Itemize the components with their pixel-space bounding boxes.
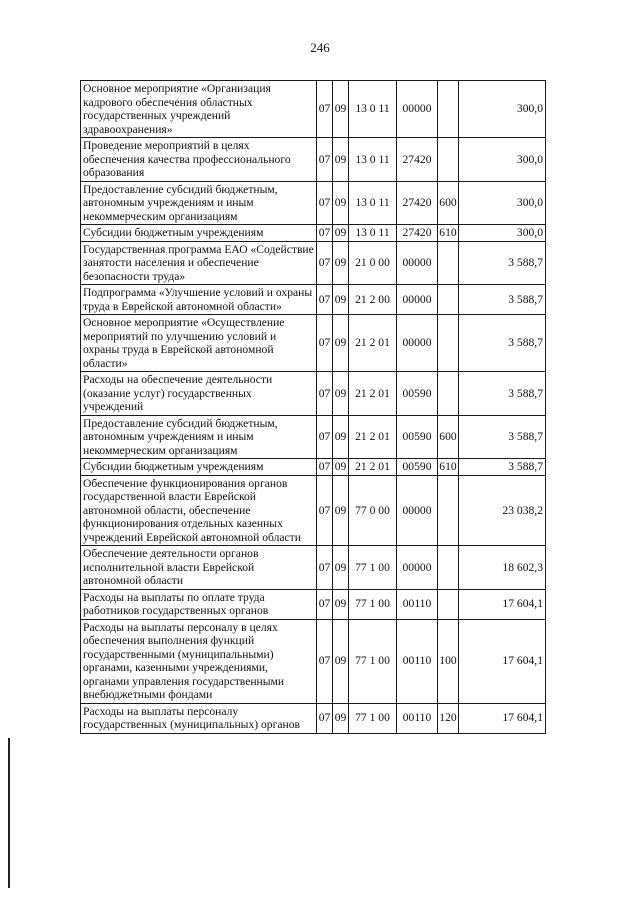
table-row bbox=[81, 181, 546, 225]
expenditure-name: Расходы на выплаты по оплате труда работников государственных органов bbox=[81, 589, 317, 619]
target-article-code: 13 0 11 bbox=[349, 81, 397, 138]
target-article-code: 77 1 00 bbox=[349, 703, 397, 733]
expenditure-name: Проведение мероприятий в целях обеспечения качества профессионального образования bbox=[81, 138, 317, 182]
expense-type-code bbox=[438, 546, 459, 590]
subsection-code: 09 bbox=[333, 589, 349, 619]
expense-type-code bbox=[438, 81, 459, 138]
target-article-code: 21 2 01 bbox=[349, 415, 397, 459]
target-article-code: 13 0 11 bbox=[349, 225, 397, 242]
budget-table bbox=[80, 80, 546, 734]
section-code: 07 bbox=[317, 475, 333, 546]
expenditure-name: Государственная программа ЕАО «Содействие занятости населения и обеспечение безопасности труда» bbox=[81, 241, 317, 285]
expense-type-code: 610 bbox=[439, 460, 457, 473]
amount-value: 23 038,2 bbox=[459, 475, 546, 546]
target-article-subcode: 00110 bbox=[397, 619, 438, 703]
table-row bbox=[81, 315, 546, 372]
target-article-subcode: 00590 bbox=[397, 459, 438, 476]
section-code: 07 bbox=[317, 619, 333, 703]
subsection-code: 09 bbox=[333, 315, 349, 372]
expenditure-name: Расходы на обеспечение деятельности (оказание услуг) государственных учреждений bbox=[81, 372, 317, 416]
table-row bbox=[81, 372, 546, 416]
expense-type-code bbox=[438, 315, 459, 372]
expense-type-code: 600 bbox=[438, 181, 459, 225]
amount-value: 17 604,1 bbox=[459, 703, 546, 733]
section-code: 07 bbox=[317, 703, 333, 733]
expenditure-name: Подпрограмма «Улучшение условий и охраны труда в Еврейской автономной области» bbox=[81, 285, 317, 315]
expense-type-code bbox=[438, 372, 459, 416]
table-row bbox=[81, 589, 546, 619]
target-article-code: 13 0 11 bbox=[349, 181, 397, 225]
table-row bbox=[81, 619, 546, 703]
target-article-code: 77 1 00 bbox=[349, 546, 397, 590]
amount-value: 17 604,1 bbox=[459, 619, 546, 703]
expenditure-name: Расходы на выплаты персоналу в целях обеспечения выполнения функций государственными (муниципальными) органами, казенными учреждениями, органами управления государственными внебюджетными фондами bbox=[81, 619, 317, 703]
table-row bbox=[81, 546, 546, 590]
expenditure-name: Субсидии бюджетным учреждениям bbox=[81, 225, 317, 242]
amount-value: 300,0 bbox=[459, 81, 546, 138]
subsection-code: 09 bbox=[333, 475, 349, 546]
target-article-code: 13 0 11 bbox=[349, 138, 397, 182]
amount-value: 18 602,3 bbox=[459, 546, 546, 590]
table-row bbox=[81, 475, 546, 546]
section-code: 07 bbox=[317, 181, 333, 225]
expense-type-code bbox=[438, 285, 459, 315]
section-code: 07 bbox=[317, 372, 333, 416]
subsection-code: 09 bbox=[333, 241, 349, 285]
expenditure-name: Обеспечение функционирования органов государственной власти Еврейской автономной области, обеспечение функционирования отдельных казенных учреждений Еврейской автономной области bbox=[81, 475, 317, 546]
target-article-subcode: 00000 bbox=[397, 241, 438, 285]
subsection-code: 09 bbox=[333, 225, 349, 242]
expenditure-name: Основное мероприятие «Осуществление мероприятий по улучшению условий и охраны труда в Еврейской автономной области» bbox=[81, 315, 317, 372]
table-row bbox=[81, 285, 546, 315]
target-article-subcode: 00110 bbox=[397, 703, 438, 733]
subsection-code: 09 bbox=[333, 181, 349, 225]
section-code: 07 bbox=[317, 241, 333, 285]
expenditure-name: Предоставление субсидий бюджетным, автономным учреждениям и иным некоммерческим организациям bbox=[81, 181, 317, 225]
target-article-code: 21 2 01 bbox=[349, 315, 397, 372]
target-article-subcode: 00000 bbox=[397, 285, 438, 315]
expense-type-code: 610 bbox=[439, 226, 457, 239]
target-article-code: 77 1 00 bbox=[349, 589, 397, 619]
target-article-subcode: 27420 bbox=[397, 138, 438, 182]
target-article-subcode: 27420 bbox=[397, 181, 438, 225]
target-article-code: 77 0 00 bbox=[349, 475, 397, 546]
target-article-code: 21 2 00 bbox=[349, 285, 397, 315]
table-body bbox=[81, 81, 546, 734]
target-article-code: 21 2 01 bbox=[349, 459, 397, 476]
target-article-subcode: 00000 bbox=[397, 546, 438, 590]
amount-value: 17 604,1 bbox=[459, 589, 546, 619]
amount-value: 3 588,7 bbox=[459, 315, 546, 372]
expenditure-name: Обеспечение деятельности органов исполнительной власти Еврейской автономной области bbox=[81, 546, 317, 590]
section-code: 07 bbox=[317, 138, 333, 182]
target-article-code: 21 0 00 bbox=[349, 241, 397, 285]
expenditure-name: Субсидии бюджетным учреждениям bbox=[81, 459, 317, 476]
amount-value: 3 588,7 bbox=[459, 372, 546, 416]
amount-value: 3 588,7 bbox=[459, 415, 546, 459]
target-article-code: 77 1 00 bbox=[349, 619, 397, 703]
expense-type-code bbox=[438, 589, 459, 619]
section-code: 07 bbox=[317, 589, 333, 619]
amount-value: 3 588,7 bbox=[459, 241, 546, 285]
target-article-subcode: 00590 bbox=[397, 372, 438, 416]
table-row bbox=[81, 415, 546, 459]
subsection-code: 09 bbox=[333, 415, 349, 459]
amount-value: 300,0 bbox=[459, 225, 546, 242]
table-row bbox=[81, 138, 546, 182]
amount-value: 3 588,7 bbox=[459, 285, 546, 315]
expense-type-code: 600 bbox=[438, 415, 459, 459]
target-article-subcode: 27420 bbox=[397, 225, 438, 242]
subsection-code: 09 bbox=[333, 619, 349, 703]
section-code: 07 bbox=[317, 415, 333, 459]
section-code: 07 bbox=[317, 459, 333, 476]
table-row bbox=[81, 225, 546, 242]
section-code: 07 bbox=[317, 546, 333, 590]
amount-value: 300,0 bbox=[459, 138, 546, 182]
expense-type-code bbox=[438, 138, 459, 182]
subsection-code: 09 bbox=[333, 459, 349, 476]
target-article-subcode: 00000 bbox=[397, 475, 438, 546]
margin-rule bbox=[8, 738, 10, 888]
subsection-code: 09 bbox=[333, 81, 349, 138]
expense-type-code bbox=[438, 241, 459, 285]
table-row bbox=[81, 241, 546, 285]
expense-type-code bbox=[438, 475, 459, 546]
target-article-subcode: 00000 bbox=[397, 315, 438, 372]
expenditure-name: Предоставление субсидий бюджетным, автономным учреждениям и иным некоммерческим организациям bbox=[81, 415, 317, 459]
amount-value: 3 588,7 bbox=[459, 459, 546, 476]
target-article-subcode: 00110 bbox=[397, 589, 438, 619]
section-code: 07 bbox=[317, 225, 333, 242]
expenditure-name: Основное мероприятие «Организация кадрового обеспечения областных государственных учреждений здравоохранения» bbox=[81, 81, 317, 138]
target-article-code: 21 2 01 bbox=[349, 372, 397, 416]
section-code: 07 bbox=[317, 81, 333, 138]
subsection-code: 09 bbox=[333, 285, 349, 315]
subsection-code: 09 bbox=[333, 138, 349, 182]
expense-type-code: 120 bbox=[438, 703, 459, 733]
subsection-code: 09 bbox=[333, 372, 349, 416]
section-code: 07 bbox=[317, 285, 333, 315]
table-row bbox=[81, 703, 546, 733]
table-row bbox=[81, 459, 546, 476]
section-code: 07 bbox=[317, 315, 333, 372]
amount-value: 300,0 bbox=[459, 181, 546, 225]
table-row bbox=[81, 81, 546, 138]
target-article-subcode: 00590 bbox=[397, 415, 438, 459]
subsection-code: 09 bbox=[333, 703, 349, 733]
expense-type-code: 100 bbox=[438, 619, 459, 703]
subsection-code: 09 bbox=[333, 546, 349, 590]
target-article-subcode: 00000 bbox=[397, 81, 438, 138]
page-number: 246 bbox=[310, 40, 330, 55]
expenditure-name: Расходы на выплаты персоналу государственных (муниципальных) органов bbox=[81, 703, 317, 733]
